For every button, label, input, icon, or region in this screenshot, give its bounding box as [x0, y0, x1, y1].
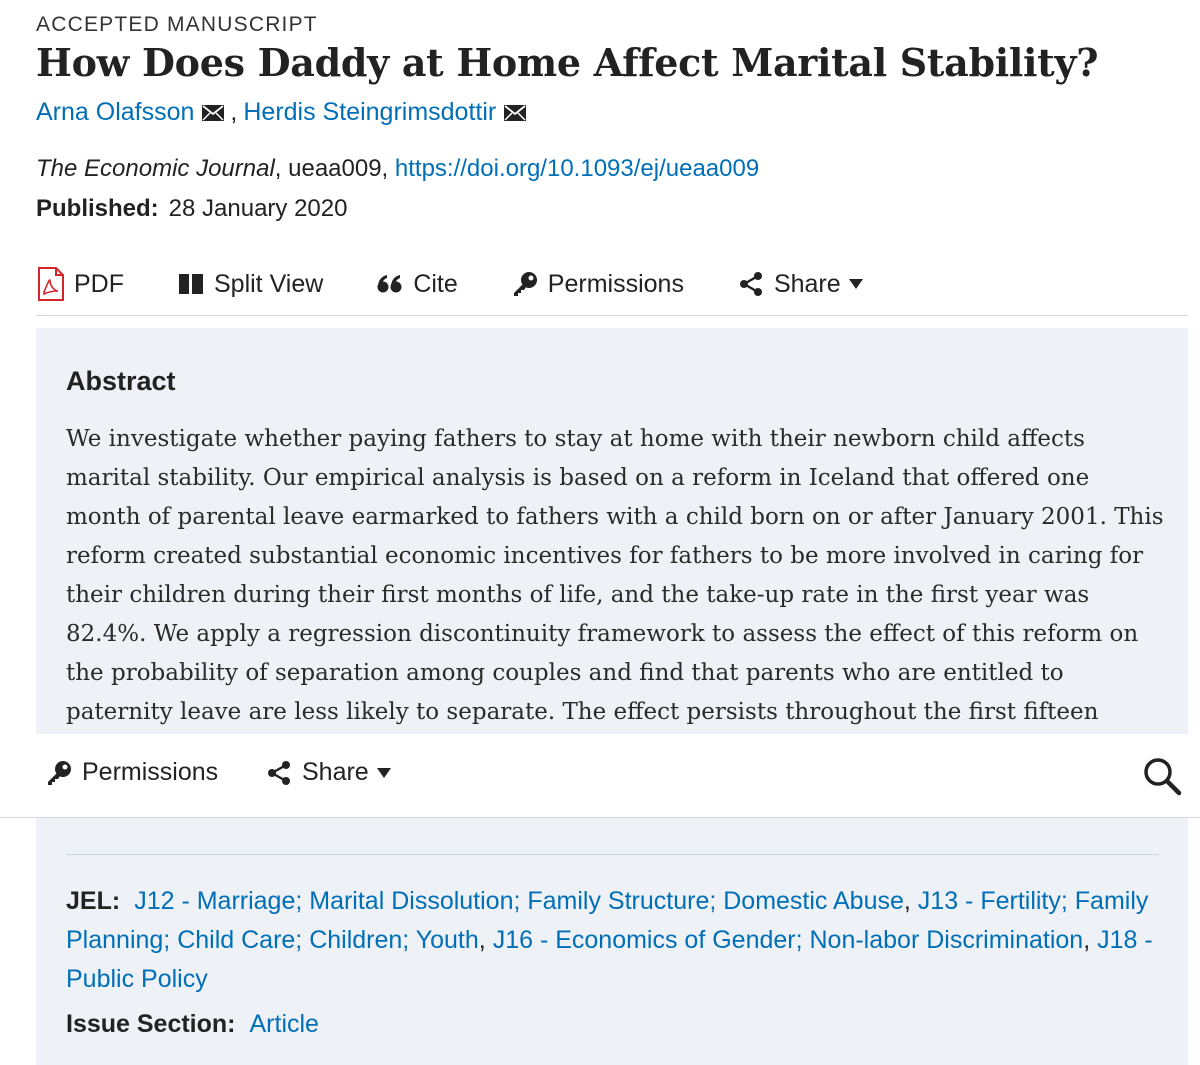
- share-button[interactable]: [736, 270, 863, 299]
- jel-code-link[interactable]: J16 - Economics of Gender; Non-labor Discrimination: [492, 926, 1084, 954]
- author-separator: ,: [230, 98, 238, 126]
- jel-code-link[interactable]: J18 - Public Policy: [66, 926, 1153, 993]
- jel-separator: ,: [903, 887, 911, 915]
- jel-classification: [66, 882, 1161, 999]
- pdf-icon: [36, 267, 66, 301]
- sticky-permissions-button[interactable]: [44, 758, 218, 787]
- share-icon: [736, 271, 766, 297]
- sticky-permissions-label: Permissions: [82, 758, 219, 786]
- permissions-button[interactable]: [510, 270, 684, 299]
- pdf-button[interactable]: [36, 267, 124, 301]
- citation-line: [36, 155, 759, 183]
- article-id: , ueaa009,: [274, 155, 395, 182]
- jel-separator: ,: [478, 926, 486, 954]
- issue-section-link[interactable]: Article: [249, 1010, 319, 1038]
- share-icon: [264, 760, 294, 786]
- key-icon: [510, 271, 540, 297]
- jel-code-link[interactable]: J13 - Fertility; Family Planning; Child Care; Children; Youth: [66, 887, 1149, 954]
- split-view-icon: [176, 274, 206, 294]
- article-title: How Does Daddy at Home Affect Marital Stability?: [36, 40, 1099, 85]
- jel-code-link[interactable]: J12 - Marriage; Marital Dissolution; Family Structure; Domestic Abuse: [134, 887, 904, 915]
- jel-label: JEL:: [66, 887, 121, 915]
- search-icon[interactable]: [1142, 756, 1182, 796]
- permissions-label: Permissions: [547, 269, 684, 298]
- author-link-olafsson[interactable]: Arna Olafsson: [36, 98, 195, 126]
- issue-section-label: Issue Section:: [66, 1010, 236, 1038]
- pdf-label: PDF: [74, 269, 124, 298]
- split-view-button[interactable]: [176, 270, 323, 299]
- sticky-share-button[interactable]: [264, 758, 391, 787]
- caret-down-icon: [849, 278, 863, 290]
- share-label: Share: [773, 269, 841, 298]
- published-date: [36, 195, 347, 223]
- published-value: 28 January 2020: [168, 195, 348, 222]
- mail-icon[interactable]: [504, 105, 526, 121]
- manuscript-status: ACCEPTED MANUSCRIPT: [36, 13, 318, 36]
- article-toolbar: [36, 262, 863, 306]
- published-label: Published:: [36, 195, 159, 222]
- cite-label: Cite: [413, 269, 458, 298]
- abstract-heading: Abstract: [66, 366, 176, 396]
- mail-icon[interactable]: [202, 105, 224, 121]
- issue-section: [66, 1010, 319, 1039]
- abstract-divider: [66, 854, 1159, 855]
- toolbar-divider: [36, 315, 1188, 316]
- sticky-share-label: Share: [302, 758, 369, 786]
- caret-down-icon: [377, 767, 391, 779]
- author-list: [36, 98, 532, 127]
- journal-name: The Economic Journal: [36, 155, 275, 182]
- jel-separator: ,: [1083, 926, 1091, 954]
- sticky-toolbar: [0, 734, 1200, 818]
- doi-link[interactable]: https://doi.org/10.1093/ej/ueaa009: [394, 155, 760, 182]
- cite-icon: [375, 274, 405, 294]
- split-view-label: Split View: [214, 269, 324, 298]
- cite-button[interactable]: [375, 270, 457, 299]
- author-link-steingrimsdottir[interactable]: Herdis Steingrimsdottir: [243, 98, 497, 126]
- key-icon: [44, 760, 74, 786]
- abstract-text: We investigate whether paying fathers to stay at home with their newborn child affects marital stability. Our empirical analysis is based on a reform in Iceland that offered one month of parental leave earmarked to fathers with a child born on or after January 2001. This reform created substantial economic incentives for fathers to be more involved in caring for their children during their first months of life, and the take-up rate in the first year was 82.4%. We apply a regression discontinuity framework to assess the effect of this reform on the probability of separation among couples and find that parents who are entitled to paternity leave are less likely to separate. The effect persists throughout the first fifteen: [66, 426, 1164, 725]
